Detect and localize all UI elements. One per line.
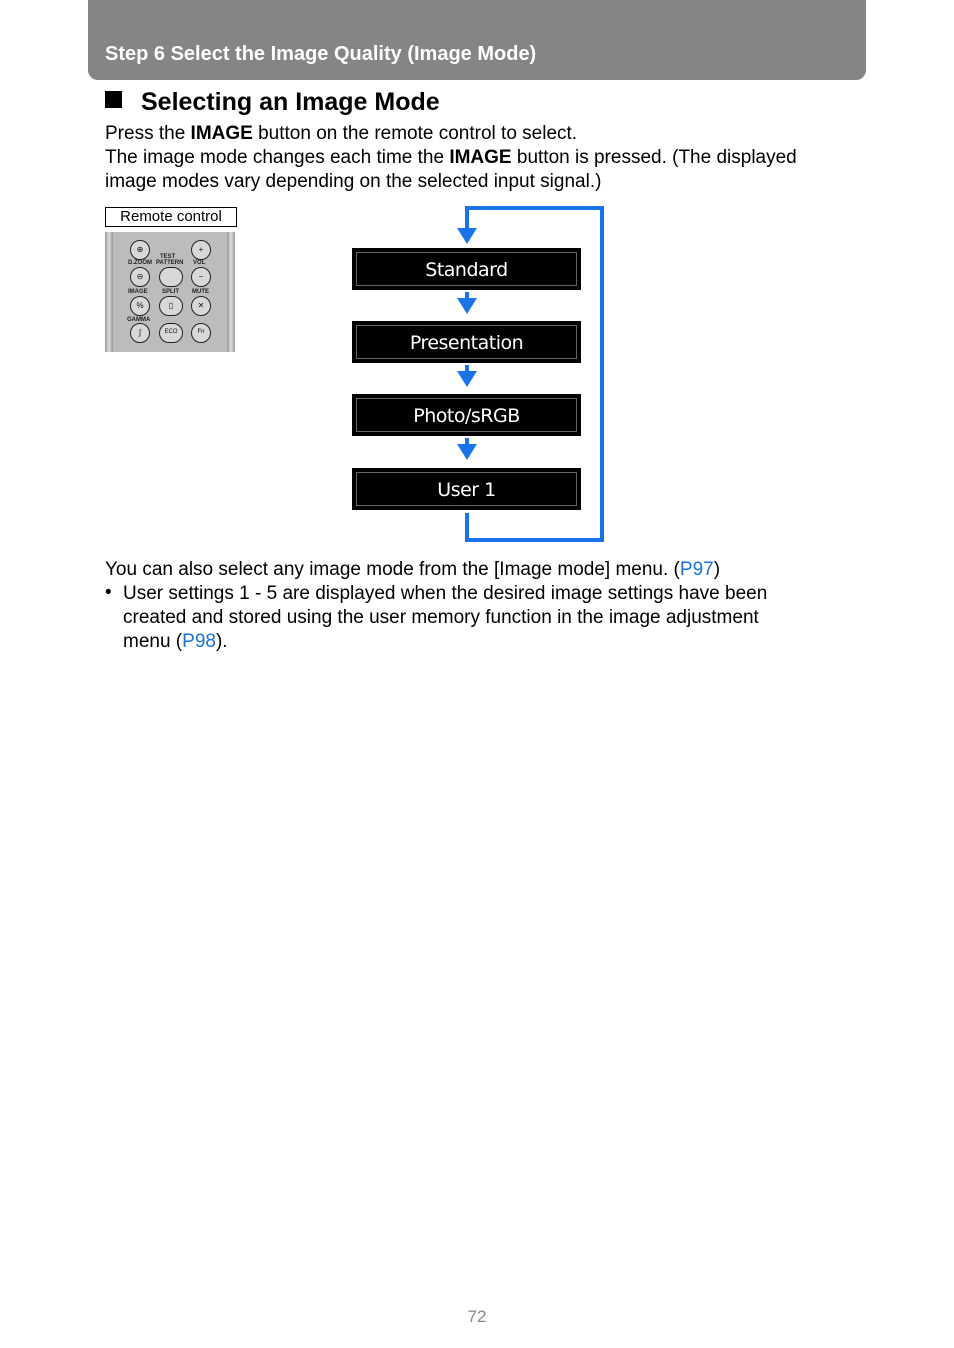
bullet-text [123, 582, 767, 654]
remote-control-image [105, 232, 235, 352]
intro-line-2-pre: The image mode changes each time the [105, 147, 450, 168]
dzoom-label: D.ZOOM [128, 260, 152, 266]
intro-line-1-pre: Press the [105, 123, 191, 144]
section-heading [105, 88, 440, 117]
gamma-curve-icon: ∫ [130, 323, 150, 343]
page-link-p97[interactable]: P97 [679, 559, 714, 580]
menu-note-close: ) [713, 559, 721, 580]
intro-line-3: image modes vary depending on the selected input signal.) [105, 171, 602, 192]
eco-button: ECO [159, 323, 183, 343]
intro-line-1 [105, 122, 577, 146]
split-label: SPLIT [162, 289, 180, 295]
bullet-line-1: User settings 1 - 5 are displayed when the desired image settings have been [123, 583, 768, 604]
arrow-down-icon [457, 298, 477, 314]
intro-line-1-post: button on the remote control to select. [252, 123, 578, 144]
minus-icon: − [191, 267, 211, 287]
arrow-down-icon [457, 444, 477, 460]
bullet-symbol: • [105, 582, 112, 603]
mode-box-user-1 [352, 468, 581, 510]
image-label: IMAGE [128, 289, 148, 295]
menu-note-text: You can also select any image mode from the [Image mode] menu. ( [105, 559, 680, 580]
mode-label-photo-srgb: Photo/sRGB [413, 405, 520, 427]
image-button-name: IMAGE [190, 123, 253, 144]
zoom-in-icon: ⊕ [130, 240, 150, 260]
intro-line-2-post: button is pressed. (The displayed [511, 147, 797, 168]
bullet-line-3-post: ). [215, 631, 228, 652]
arrow-down-icon [457, 228, 477, 244]
page-header [88, 0, 866, 80]
test-pattern-button [159, 267, 183, 287]
page-number: 72 [467, 1307, 487, 1326]
remote-edge-right [227, 232, 235, 352]
header-title: Step 6 Select the Image Quality (Image Mode) [105, 43, 537, 65]
intro-line-2 [105, 146, 797, 170]
arrow-down-icon [457, 371, 477, 387]
vol-label: VOL [193, 260, 206, 266]
mode-box-standard [352, 248, 581, 290]
gamma-label: GAMMA [127, 317, 151, 323]
menu-note [105, 558, 720, 582]
fn-button: Fn [191, 323, 211, 343]
zoom-out-icon: ⊖ [130, 267, 150, 287]
image-button-icon: % [130, 296, 150, 316]
test-label-1: TEST [160, 254, 176, 260]
bullet-line-3-pre: menu ( [123, 631, 183, 652]
mode-label-standard: Standard [425, 259, 508, 281]
plus-icon: + [191, 240, 211, 260]
mode-label-presentation: Presentation [409, 332, 524, 354]
mute-icon: ✕ [191, 296, 211, 316]
mode-label-user-1: User 1 [437, 479, 496, 501]
mute-label: MUTE [192, 289, 209, 295]
page-link-p98[interactable]: P98 [182, 631, 216, 652]
remote-edge-left [105, 232, 113, 352]
bullet-line-3 [123, 630, 767, 654]
image-button-name: IMAGE [449, 147, 512, 168]
test-pattern-label: PATTERN [156, 260, 184, 266]
mode-box-presentation [352, 321, 581, 363]
remote-control-label: Remote control [105, 207, 237, 227]
split-icon: ▯ [159, 296, 183, 316]
bullet-line-2: created and stored using the user memory function in the image adjustment [123, 607, 759, 628]
mode-box-photo-srgb [352, 394, 581, 436]
square-bullet-icon [105, 91, 122, 108]
section-heading-text: Selecting an Image Mode [141, 88, 440, 116]
